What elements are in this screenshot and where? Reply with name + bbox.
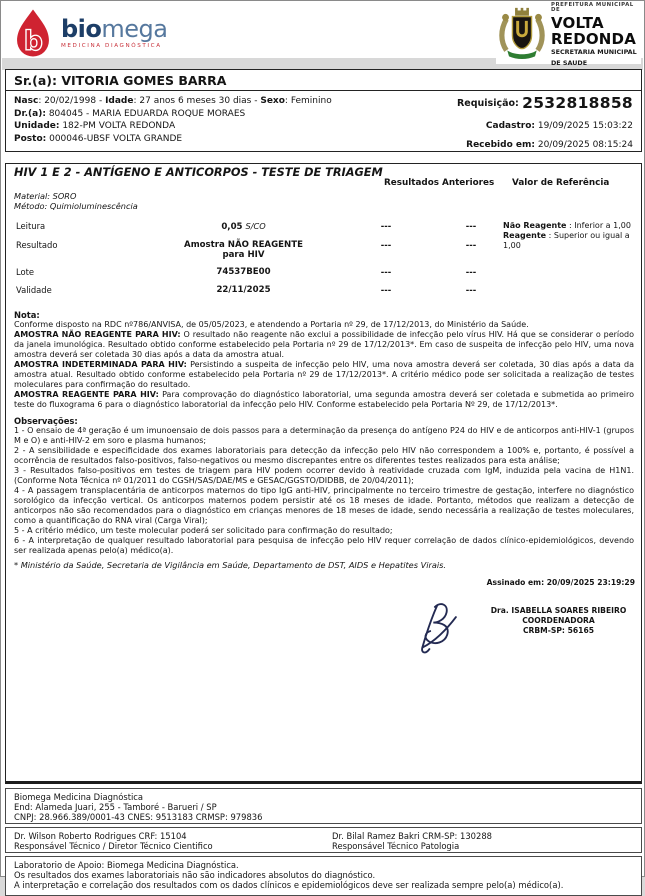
observation-item-4: 4 - A passagem transplacentária de anticorpos maternos do tipo IgG anti-HIV, principalmente no terceiro trimestre de gestação, interfere no diagnóstico sorológico da infecção vertical. Os anticorpos maternos podem persistir até os 18 meses de idade. Portanto, métodos que realizam a detecção de anticorpos não são recomendados para o diagnóstico em crianças menores de 18 meses de idade, sendo necessária a realização de testes moleculares, como a quantificação do RNA viral (Carga Viral); [14, 486, 634, 525]
previous-result-1: --- [380, 240, 392, 250]
signed-at: Assinado em: 20/09/2025 23:19:29 [486, 578, 635, 587]
note-paragraph-2: AMOSTRA NÃO REAGENTE PARA HIV: O resultado não reagente não exclui a possibilidade de infecção pelo vírus HIV. Há que se considerar o período da janela imunológica. Resultado obtido conforme estabelecido pela Portaria nº 29 de 17/12/2013*. Em caso de suspeita de infecção pelo HIV, uma nova amostra deverá ser coletada 30 dias após a data da amostra atual. [14, 330, 634, 359]
coat-of-arms-icon [496, 5, 548, 65]
signer-name: Dra. ISABELLA SOARES RIBEIRO [490, 606, 627, 615]
requisition-label: Requisição: [456, 98, 523, 109]
requisition-line [457, 93, 633, 112]
previous-result-2: --- [465, 285, 477, 295]
method-line: Método: Quimioluminescência [14, 201, 138, 211]
patient-name: Sr.(a): VITORIA GOMES BARRA [6, 70, 641, 91]
staff-2-name: Dr. Bilal Ramez Bakri CRM-SP: 130288 [332, 831, 492, 841]
clipped-line: A interpretação e correlação dos resultados com os dados clínicos e epidemiológicos deve ser realizada sempre pelo(a) médico(a). [14, 880, 564, 890]
brand-bio: bio [61, 15, 102, 43]
company-registry: CNPJ: 28.966.389/0001-43 CNES: 9513183 CRMSP: 979836 [14, 812, 263, 822]
results-table [16, 221, 516, 299]
result-row-lote [16, 267, 516, 285]
patient-box [5, 69, 642, 152]
note-block [14, 310, 634, 410]
municipality-sec2: DE SAUDE [551, 58, 588, 67]
staff-1 [14, 831, 332, 851]
company-name: Biomega Medicina Diagnóstica [14, 792, 144, 802]
result-row-validade [16, 285, 516, 299]
brand-tagline: MEDICINA DIAGNÓSTICA [61, 43, 162, 49]
observation-item-5: 5 - A critério médico, um teste molecular poderá ser solicitado para confirmação do resultado; [14, 526, 393, 535]
previous-result-1: --- [380, 285, 392, 295]
ministry-footnote: * Ministério da Saúde, Secretaria de Vigilância em Saúde, Departamento de DST, AIDS e Hepatites Virais. [14, 560, 446, 570]
col-header-previous-results: Resultados Anteriores [384, 178, 495, 188]
municipality-line1: PREFEITURA MUNICIPAL DE [551, 1, 634, 14]
row-value [156, 240, 331, 260]
recebido-line: Recebido em: 20/09/2025 08:15:24 [466, 140, 633, 150]
municipality-name1: VOLTA [551, 13, 604, 32]
material-line: Material: SORO [14, 191, 77, 201]
observation-item-2: 2 - A sensibilidade e especificidade dos exames laboratoriais para detecção da infecção pelo HIV não correspondem a 100% e, portanto, é possível a ocorrência de resultados falso-positivos, falso-negativos ou mesmo discrepantes entre os diferentes testes realizados para esta análise; [14, 446, 634, 465]
result-row-leitura [16, 221, 516, 240]
biomega-drop-icon [11, 7, 55, 63]
patient-fields [14, 95, 332, 145]
requisition-number: 2532818858 [522, 94, 633, 112]
observations-title: Observações: [14, 416, 78, 426]
row-label: Resultado [16, 240, 58, 250]
leitura-value: 0,05 [221, 222, 243, 232]
row-label: Leitura [16, 221, 46, 231]
resultado-value: Amostra NÃO REAGENTE para HIV [184, 240, 303, 260]
note-paragraph-4: AMOSTRA REAGENTE PARA HIV: Para comprovação do diagnóstico laboratorial, uma segunda amostra deverá ser coletada e submetida ao primeiro teste do fluxograma 6 para o diagnóstico laboratorial da infecção pelo HIV. Conforme estabelecido pela Portaria Nº 29, de 17/12/2013*. [14, 390, 635, 409]
signer-role: COORDENADORA [522, 616, 595, 625]
signer-registry: CRBM-SP: 56165 [522, 626, 595, 635]
previous-result-2: --- [465, 221, 477, 231]
municipality-name2: REDONDA [551, 30, 637, 49]
row-value [156, 221, 331, 232]
footer-company-box [5, 788, 642, 824]
note-paragraph-1: Conforme disposto na RDC nº786/ANVISA, de 05/05/2023, e atendendo a Portaria nº 29, de 17/12/2013, do Ministério da Saúde. [14, 320, 529, 329]
staff-2-role: Responsável Técnico Patologia [332, 841, 460, 851]
validade-value: 22/11/2025 [216, 285, 271, 295]
exam-box [5, 163, 642, 784]
disclaimer-line: Os resultados dos exames laboratoriais não são indicadores absolutos do diagnóstico. [14, 870, 376, 880]
brand-mega: mega [101, 15, 168, 43]
header [1, 1, 644, 67]
result-row-resultado [16, 240, 516, 267]
previous-result-1: --- [380, 267, 392, 277]
patient-dob-line: Nasc: 20/02/1998 - Idade: 27 anos 6 meses 30 dias - Sexo: Feminino [14, 96, 332, 106]
support-lab-line: Laboratorio de Apoio: Biomega Medicina Diagnóstica. [14, 860, 239, 870]
municipality-text [551, 3, 641, 67]
company-address: End: Alameda Juari, 255 - Tamboré - Barueri / SP [14, 802, 217, 812]
col-header-reference-value: Valor de Referência [512, 178, 610, 188]
observation-item-6: 6 - A interpretação de qualquer resultado laboratorial para pesquisa de infecção pelo HIV requer correlação de dados clínico-epidemiológicos, devendo ser realizada apenas pelo(a) médico(a). [14, 536, 634, 555]
observation-item-3: 3 - Resultados falso-positivos em testes de triagem para HIV podem ocorrer devido à reatividade cruzada com IgM, induzida pela vacina de H1N1. (Conforme Nota Técnica nº 01/2011 do CGSH/SAS/DAE/MS e GESAC/GGSTO/DIDBB, de 20/04/2011); [14, 466, 634, 485]
signer-block [476, 606, 641, 636]
row-label: Lote [16, 267, 35, 277]
biomega-logo [11, 7, 168, 63]
staff-2 [332, 831, 633, 851]
note-title: Nota: [14, 310, 40, 320]
patient-posto-line: Posto: 000046-UBSF VOLTA GRANDE [14, 133, 183, 144]
patient-unit-line: Unidade: 182-PM VOLTA REDONDA [14, 121, 176, 131]
exam-title: HIV 1 E 2 - ANTÍGENO E ANTICORPOS - TESTE DE TRIAGEM [14, 166, 383, 179]
patient-doctor-line: Dr.(a): 804045 - MARIA EDUARDA ROQUE MORAES [14, 108, 246, 119]
observation-item-1: 1 - O ensaio de 4ª geração é um imunoensaio de dois passos para a determinação da presença do antígeno P24 do HIV e de anticorpos anti-HIV-1 (grupos M e O) e anti-HIV-2 em soro e plasma humanos; [14, 426, 634, 445]
lote-value: 74537BE00 [216, 267, 271, 277]
previous-result-2: --- [465, 240, 477, 250]
brand-text [61, 17, 168, 50]
previous-result-1: --- [380, 221, 392, 231]
footer-staff-box [5, 827, 642, 853]
cadastro-line: Cadastro: 19/09/2025 15:03:22 [485, 121, 633, 131]
staff-1-role: Responsável Técnico / Diretor Técnico Cientifico [14, 841, 213, 851]
observations-block [14, 416, 634, 556]
requisition-panel [457, 93, 633, 150]
reference-values: Não Reagente : Inferior a 1,00 Reagente : Superior ou igual a 1,00 [503, 221, 631, 250]
signature-icon [406, 594, 484, 666]
leitura-unit: S/CO [245, 221, 266, 231]
note-paragraph-3: AMOSTRA INDETERMINADA PARA HIV: Persistindo a suspeita de infecção pelo HIV, uma nova amostra deverá ser coletada, 30 dias após a data da amostra atual. Resultado obtido conforme estabelecido pela Portaria nº 29 de 17/12/2013*. A critério médico pode ser solicitada a realização de testes moleculares para confirmação do resultado. [14, 360, 634, 389]
svg-text:b: b [23, 25, 43, 57]
staff-1-name: Dr. Wilson Roberto Rodrigues CRF: 15104 [14, 831, 187, 841]
volta-redonda-logo [496, 1, 641, 67]
municipality-sec1: SECRETARIA MUNICIPAL [551, 48, 637, 57]
row-label: Validade [16, 285, 52, 295]
footer-disclaimer-box [5, 856, 642, 896]
previous-result-2: --- [465, 267, 477, 277]
